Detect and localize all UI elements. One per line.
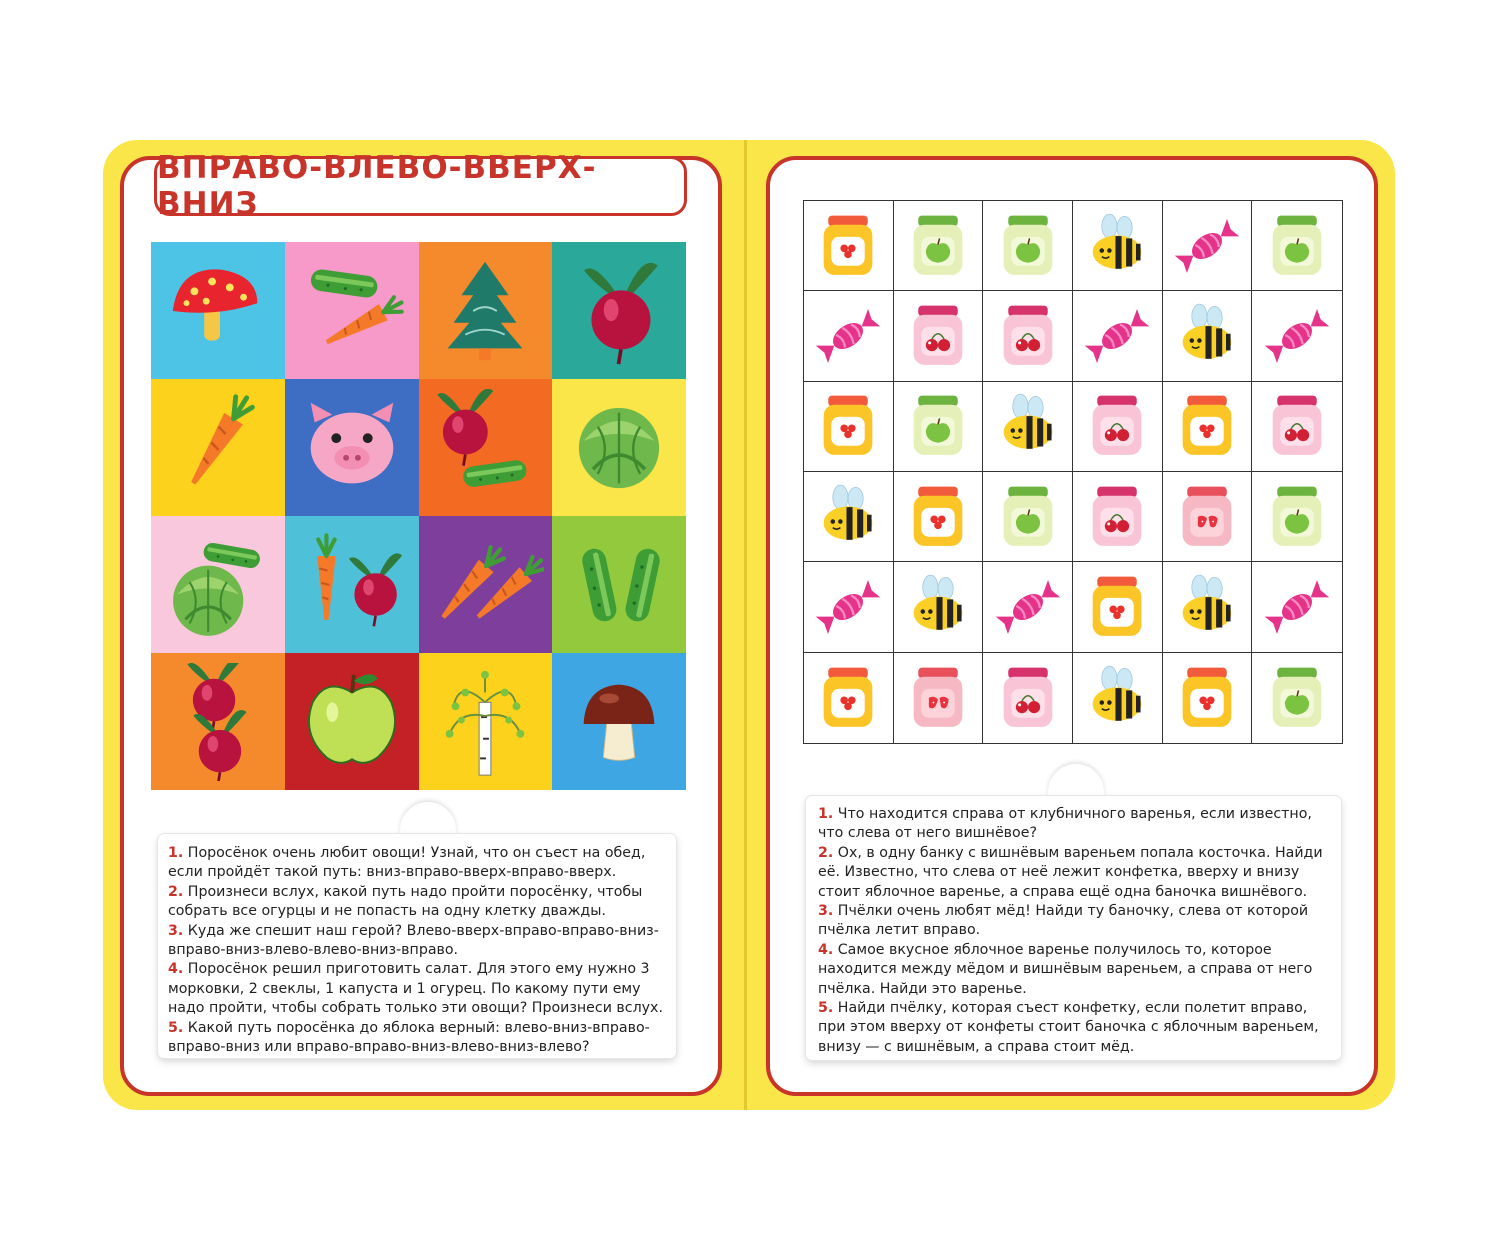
left-task-card — [158, 834, 676, 1058]
cherry-jam-jar-icon — [1079, 388, 1155, 464]
grid-cell — [419, 516, 553, 653]
honey-jar-icon — [810, 388, 886, 464]
cherry-jam-jar-icon — [1259, 388, 1335, 464]
task-text: Куда же спешит наш герой? Влево-вверх-вправо-вправо-вниз-вправо-вниз-влево-влево-вниз-вправо. — [168, 922, 659, 959]
task-text: Что находится справа от клубничного варенья, если известно, что слева от него вишнёвое? — [818, 806, 1312, 842]
task-number: 2. — [168, 883, 184, 900]
cabbage-cucumber-icon — [159, 526, 277, 644]
grid-cell — [1163, 653, 1253, 743]
honey-jar-icon — [810, 208, 886, 284]
task-number: 4. — [168, 961, 184, 978]
grid-cell — [1163, 291, 1253, 381]
page-title: ВПРАВО-ВЛЕВО-ВВЕРХ-ВНИЗ — [157, 150, 597, 222]
grid-cell — [1073, 472, 1163, 562]
grid-cell — [285, 242, 419, 379]
grid-cell — [983, 382, 1073, 472]
grid-cell — [894, 653, 984, 743]
grid-cell — [151, 379, 285, 516]
cherry-jam-jar-icon — [990, 660, 1066, 736]
candy-icon — [810, 298, 886, 374]
beet-icon — [560, 252, 678, 370]
grid-cell — [285, 516, 419, 653]
task-item — [168, 922, 666, 961]
apple-jam-jar-icon — [900, 208, 976, 284]
candy-icon — [1259, 298, 1335, 374]
grid-cell — [1252, 562, 1342, 652]
honey-jar-icon — [1169, 660, 1245, 736]
grid-cell — [804, 653, 894, 743]
two-cucumbers-icon — [560, 526, 678, 644]
two-beets-icon — [159, 663, 277, 781]
grid-cell — [419, 379, 553, 516]
task-number: 5. — [168, 1019, 184, 1036]
task-item — [168, 960, 666, 1018]
bee-icon — [810, 479, 886, 555]
task-item — [818, 999, 1329, 1057]
grid-cell — [151, 516, 285, 653]
task-item — [818, 805, 1329, 844]
grid-cell — [804, 382, 894, 472]
grid-cell — [804, 472, 894, 562]
cucumber-carrot-icon — [293, 252, 411, 370]
cherry-jam-jar-icon — [990, 298, 1066, 374]
grid-cell — [1252, 201, 1342, 291]
grid-cell — [894, 562, 984, 652]
task-number: 3. — [168, 922, 184, 939]
honey-jar-icon — [900, 479, 976, 555]
bee-icon — [1169, 298, 1245, 374]
task-text: Поросёнок решил приготовить салат. Для этого ему нужно 3 морковки, 2 свеклы, 1 капуста и 1 огурец. По какому пути ему надо пройти, чтобы собрать только эти овощи? Произнеси вслух. — [168, 961, 663, 1017]
honey-jar-icon — [810, 660, 886, 736]
grid-cell — [894, 291, 984, 381]
grid-cell — [1163, 472, 1253, 562]
cabbage-icon — [560, 389, 678, 507]
mushroom-boletus-icon — [560, 663, 678, 781]
honey-jar-icon — [1169, 388, 1245, 464]
jam-grid — [803, 200, 1343, 744]
strawberry-jam-jar-icon — [1169, 479, 1245, 555]
grid-cell — [1073, 562, 1163, 652]
task-number: 4. — [818, 941, 834, 958]
task-number: 5. — [818, 1000, 834, 1017]
task-item — [818, 902, 1329, 941]
apple-icon — [293, 663, 411, 781]
grid-cell — [894, 201, 984, 291]
grid-cell — [552, 653, 686, 790]
right-task-card — [806, 796, 1341, 1060]
candy-icon — [1259, 569, 1335, 645]
grid-cell — [804, 201, 894, 291]
apple-jam-jar-icon — [990, 208, 1066, 284]
task-number: 1. — [818, 806, 834, 822]
task-item — [818, 941, 1329, 999]
apple-jam-jar-icon — [1259, 208, 1335, 284]
grid-cell — [1163, 201, 1253, 291]
task-number: 1. — [168, 845, 184, 861]
grid-cell — [894, 382, 984, 472]
vegetable-grid — [151, 242, 686, 790]
grid-cell — [983, 291, 1073, 381]
grid-cell — [151, 653, 285, 790]
strawberry-jam-jar-icon — [900, 660, 976, 736]
grid-cell — [1073, 382, 1163, 472]
grid-cell — [552, 242, 686, 379]
task-text: Самое вкусное яблочное варенье получилось то, которое находится между мёдом и вишнёвым вареньем, а справа от него пчёлка. Найди это варенье. — [818, 941, 1313, 997]
task-text: Произнеси вслух, какой путь надо пройти поросёнку, чтобы собрать все огурцы и не попасть на одну клетку дважды. — [168, 883, 643, 920]
grid-cell — [552, 516, 686, 653]
grid-cell — [419, 653, 553, 790]
grid-cell — [983, 562, 1073, 652]
grid-cell — [1073, 201, 1163, 291]
grid-cell — [983, 653, 1073, 743]
bee-icon — [1079, 660, 1155, 736]
candy-icon — [1169, 208, 1245, 284]
candy-icon — [990, 569, 1066, 645]
apple-jam-jar-icon — [1259, 660, 1335, 736]
task-item — [818, 844, 1329, 902]
task-item — [168, 844, 666, 883]
grid-cell — [1252, 291, 1342, 381]
grid-cell — [894, 472, 984, 562]
grid-cell — [419, 242, 553, 379]
grid-cell — [285, 653, 419, 790]
task-text: Ох, в одну банку с вишнёвым вареньем попала косточка. Найди её. Известно, что слева от неё лежит конфетка, вверху и внизу стоит яблочное варенье, а справа ещё одна баночка вишнёвого. — [818, 844, 1323, 900]
grid-cell — [1163, 382, 1253, 472]
grid-cell — [1252, 653, 1342, 743]
bee-icon — [1169, 569, 1245, 645]
grid-cell — [552, 379, 686, 516]
grid-cell — [1252, 382, 1342, 472]
apple-jam-jar-icon — [900, 388, 976, 464]
grid-cell — [1163, 562, 1253, 652]
cherry-jam-jar-icon — [1079, 479, 1155, 555]
grid-cell — [151, 242, 285, 379]
grid-cell — [1073, 653, 1163, 743]
task-number: 3. — [818, 903, 834, 920]
bee-icon — [900, 569, 976, 645]
candy-icon — [1079, 298, 1155, 374]
mushroom-amanita-icon — [159, 252, 277, 370]
bee-icon — [1079, 208, 1155, 284]
pig-icon — [293, 389, 411, 507]
task-text: Поросёнок очень любит овощи! Узнай, что он съест на обед, если пройдёт такой путь: вниз-вправо-вверх-вправо-вверх. — [168, 845, 646, 881]
task-number: 2. — [818, 844, 834, 861]
grid-cell — [1252, 472, 1342, 562]
grid-cell — [983, 201, 1073, 291]
fir-tree-icon — [426, 252, 544, 370]
task-text: Какой путь поросёнка до яблока верный: влево-вниз-вправо-вправо-вниз или вправо-вправо-вниз-влево-вниз-влево? — [168, 1019, 650, 1056]
birch-tree-icon — [426, 663, 544, 781]
grid-cell — [1073, 291, 1163, 381]
grid-cell — [804, 291, 894, 381]
bee-icon — [990, 388, 1066, 464]
left-page-title-box — [154, 150, 687, 222]
cherry-jam-jar-icon — [900, 298, 976, 374]
task-text: Найди пчёлку, которая съест конфетку, если полетит вправо, при этом вверху от конфеты стоит баночка с яблочным вареньем, внизу — с вишнёвым, а справа стоит мёд. — [818, 1000, 1319, 1055]
book-spine — [744, 140, 747, 1110]
carrot-beet-icon — [293, 526, 411, 644]
task-item — [168, 883, 666, 922]
honey-jar-icon — [1079, 569, 1155, 645]
task-item — [168, 1019, 666, 1058]
beet-cucumber-icon — [426, 389, 544, 507]
candy-icon — [810, 569, 886, 645]
grid-cell — [804, 562, 894, 652]
apple-jam-jar-icon — [990, 479, 1066, 555]
carrot-icon — [159, 389, 277, 507]
two-carrots-icon — [426, 526, 544, 644]
grid-cell — [285, 379, 419, 516]
apple-jam-jar-icon — [1259, 479, 1335, 555]
task-text: Пчёлки очень любят мёд! Найди ту баночку, слева от которой пчёлка летит вправо. — [818, 903, 1309, 939]
grid-cell — [983, 472, 1073, 562]
